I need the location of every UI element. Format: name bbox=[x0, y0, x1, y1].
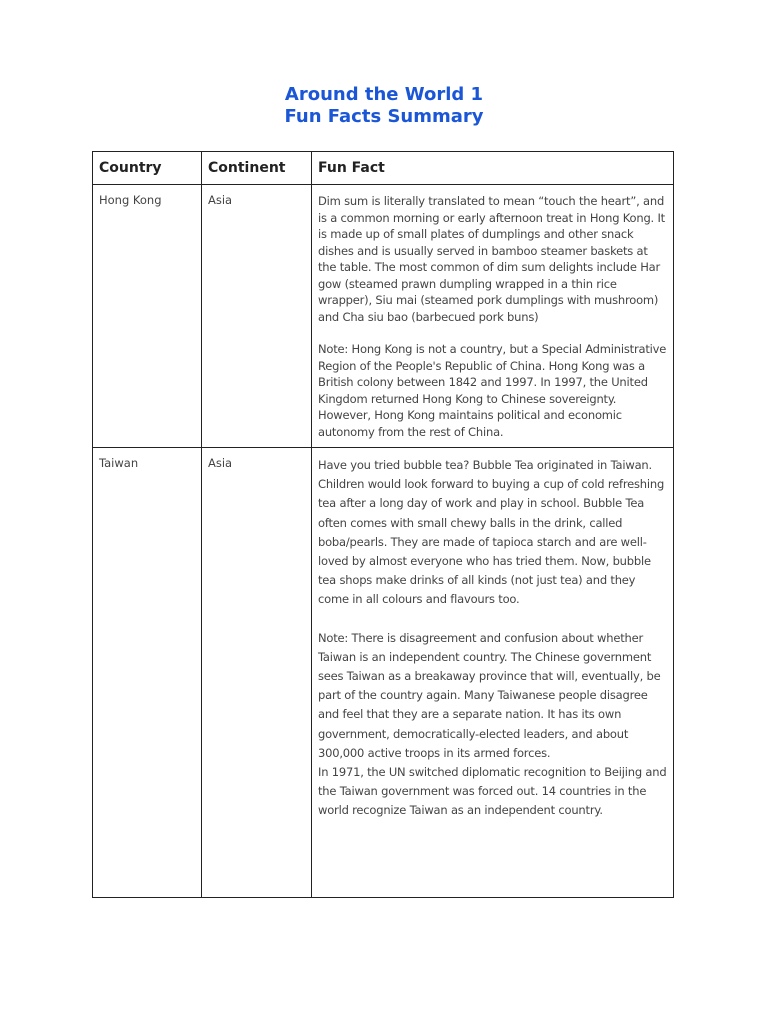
title-line-2: Fun Facts Summary bbox=[284, 106, 484, 127]
fun-facts-table bbox=[92, 151, 674, 898]
country-cell: Taiwan bbox=[93, 448, 202, 898]
header-fun-fact: Fun Fact bbox=[312, 152, 674, 185]
header-country: Country bbox=[93, 152, 202, 185]
fun-fact-paragraph: Have you tried bubble tea? Bubble Tea originated in Taiwan. Children would look forward to buying a cup of cold refreshing tea after a long day of work and play in school. Bubble Tea often comes with small chewy balls in the drink, called boba/pearls. They are made of tapioca starch and are well-loved by almost everyone who has tried them. Now, bubble tea shops make drinks of all kinds (not just tea) and they come in all colours and flavours too. bbox=[318, 458, 665, 607]
document-title bbox=[0, 84, 768, 128]
fun-fact-cell bbox=[312, 448, 674, 898]
fun-fact-paragraph: In 1971, the UN switched diplomatic recognition to Beijing and the Taiwan government was forced out. 14 countries in the world recognize Taiwan as an independent country. bbox=[318, 765, 667, 818]
continent-cell: Asia bbox=[202, 185, 312, 448]
fun-fact-paragraph: Dim sum is literally translated to mean “touch the heart”, and is a common morning or early afternoon treat in Hong Kong. It is made up of small plates of dumplings and other snack dishes and is usually served in bamboo steamer baskets at the table. The most common of dim sum delights include Har gow (steamed prawn dumpling wrapped in a thin rice wrapper), Siu mai (steamed pork dumplings with mushroom) and Cha siu bao (barbecued pork buns) bbox=[318, 194, 665, 324]
title-line-1: Around the World 1 bbox=[284, 84, 484, 105]
fun-fact-cell bbox=[312, 185, 674, 448]
table-row bbox=[93, 185, 674, 448]
country-cell: Hong Kong bbox=[93, 185, 202, 448]
table-header-row bbox=[93, 152, 674, 185]
continent-cell: Asia bbox=[202, 448, 312, 898]
fun-fact-note: Note: Hong Kong is not a country, but a Special Administrative Region of the People's Republic of China. Hong Kong was a British colony between 1842 and 1997. In 1997, the United Kingdom returned Hong Kong to Chinese sovereignty. However, Hong Kong maintains political and economic autonomy from the rest of China. bbox=[318, 342, 667, 439]
header-continent: Continent bbox=[202, 152, 312, 185]
fun-fact-note: Note: There is disagreement and confusion about whether Taiwan is an independent country. The Chinese government sees Taiwan as a breakaway province that will, eventually, be part of the country again. Many Taiwanese people disagree and feel that they are a separate nation. It has its own government, democratically-elected leaders, and about 300,000 active troops in its armed forces. bbox=[318, 630, 661, 760]
table-row bbox=[93, 448, 674, 898]
